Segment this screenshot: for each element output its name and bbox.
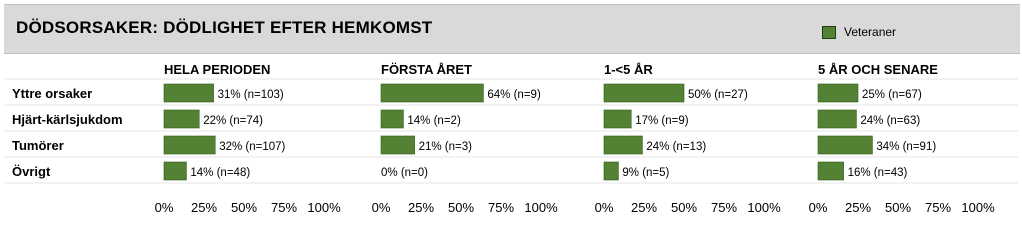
bar <box>818 84 858 102</box>
bar <box>164 110 199 128</box>
data-label: 24% (n=63) <box>860 115 921 127</box>
bar <box>381 110 403 128</box>
data-label: 24% (n=13) <box>646 141 707 153</box>
tick-label: 100% <box>524 200 558 215</box>
data-label: 25% (n=67) <box>862 89 922 101</box>
tick-label: 25% <box>190 200 218 215</box>
tick-label: 50% <box>884 200 912 215</box>
tick-label: 75% <box>487 200 515 215</box>
data-label: 50% (n=27) <box>688 89 748 101</box>
tick-label: 25% <box>630 200 658 215</box>
tick-label: 100% <box>307 200 341 215</box>
bar <box>164 136 215 154</box>
panel-title: FÖRSTA ÅRET <box>381 62 472 77</box>
bar <box>818 110 856 128</box>
row-label: Yttre orsaker <box>12 86 93 101</box>
data-label: 17% (n=9) <box>635 115 689 127</box>
tick-label: 50% <box>670 200 698 215</box>
bar <box>818 162 844 180</box>
bar <box>604 162 618 180</box>
bar <box>604 136 642 154</box>
panel-title: 5 ÅR OCH SENARE <box>818 62 938 77</box>
bar <box>381 84 483 102</box>
tick-label: 100% <box>747 200 781 215</box>
tick-label: 0% <box>371 200 391 215</box>
tick-label: 50% <box>447 200 475 215</box>
row-label: Övrigt <box>12 164 51 179</box>
bar <box>604 110 631 128</box>
data-label: 0% (n=0) <box>381 167 428 179</box>
tick-label: 0% <box>808 200 828 215</box>
data-label: 21% (n=3) <box>418 141 472 153</box>
bar <box>818 136 872 154</box>
bar <box>164 84 214 102</box>
tick-label: 0% <box>154 200 174 215</box>
tick-label: 25% <box>407 200 435 215</box>
tick-label: 75% <box>710 200 738 215</box>
data-label: 14% (n=48) <box>190 167 251 179</box>
data-label: 9% (n=5) <box>622 167 670 179</box>
panel-title: 1-<5 ÅR <box>604 62 653 77</box>
data-label: 22% (n=74) <box>203 115 263 127</box>
data-label: 34% (n=91) <box>876 141 937 153</box>
data-label: 64% (n=9) <box>487 89 541 101</box>
tick-label: 75% <box>270 200 298 215</box>
data-label: 32% (n=107) <box>219 141 286 153</box>
bar <box>381 136 415 154</box>
data-label: 31% (n=103) <box>217 89 284 101</box>
chart-title: DÖDSORSAKER: DÖDLIGHET EFTER HEMKOMST <box>16 18 433 37</box>
data-label: 14% (n=2) <box>407 115 461 127</box>
data-label: 16% (n=43) <box>847 167 908 179</box>
tick-label: 75% <box>924 200 952 215</box>
tick-label: 100% <box>961 200 995 215</box>
bar <box>604 84 684 102</box>
tick-label: 50% <box>230 200 258 215</box>
tick-label: 25% <box>844 200 872 215</box>
bar <box>164 162 186 180</box>
legend-label: Veteraner <box>844 25 897 39</box>
row-label: Tumörer <box>12 138 64 153</box>
panel-title: HELA PERIODEN <box>164 62 271 77</box>
tick-label: 0% <box>594 200 614 215</box>
row-label: Hjärt-kärlsjukdom <box>12 112 123 127</box>
